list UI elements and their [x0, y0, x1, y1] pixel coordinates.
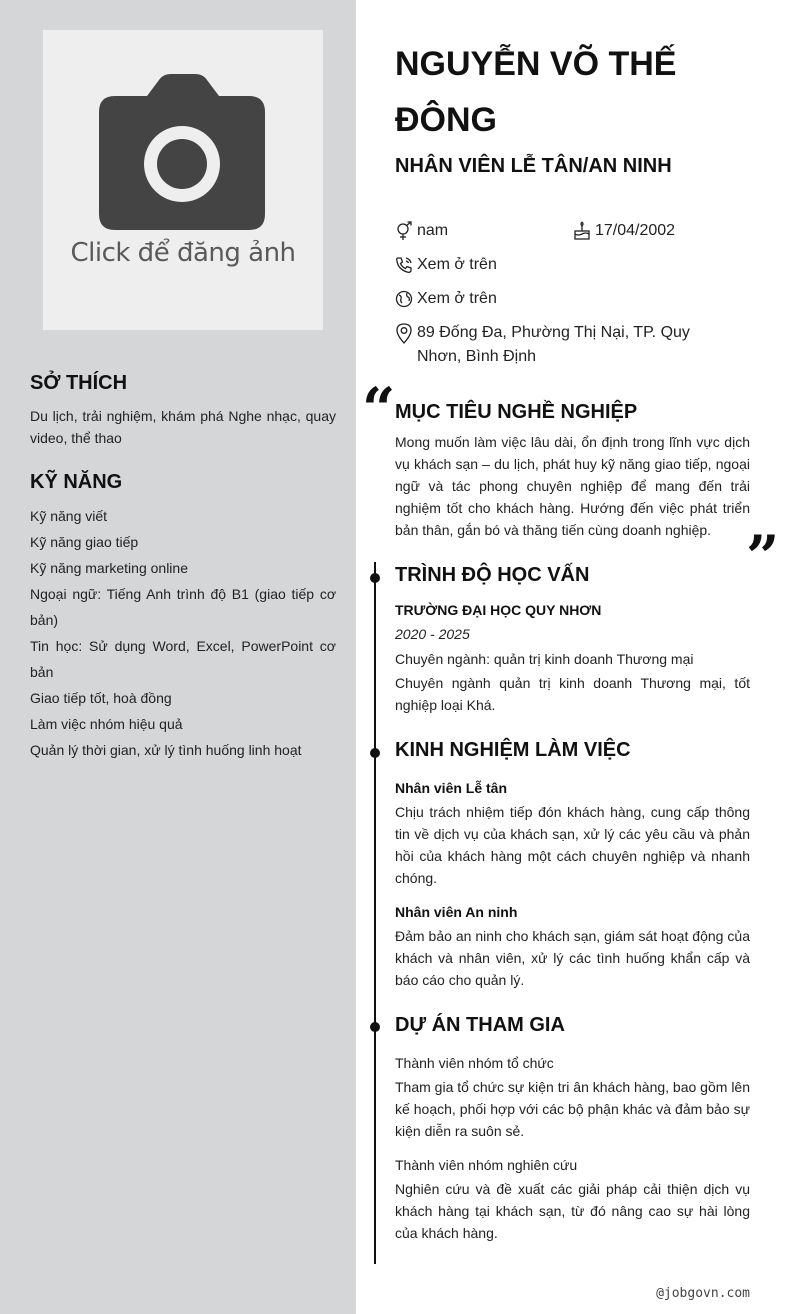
skill-item: Kỹ năng giao tiếp — [30, 534, 139, 550]
watermark: @jobgovn.com — [656, 1286, 750, 1301]
photo-upload[interactable] — [43, 30, 323, 330]
experience-role: Nhân viên Lễ tân — [395, 780, 508, 796]
objective-text: Mong muốn làm việc lâu dài, ổn định trong lĩnh vực dịch vụ khách sạn – du lịch, phát huy kỹ năng giao tiếp, ngoại ngữ và tác phong chuyên nghiệp để mang đến trải nghiệm tốt cho khách hàng. Hướng đến việc phát triển bản thân, gắn bó và thăng tiến cùng doanh nghiệp. — [395, 434, 750, 538]
website-value: Xem ở trên — [417, 290, 497, 307]
location-pin-icon — [395, 321, 415, 345]
camera-icon — [99, 74, 267, 232]
birthday-value: 17/04/2002 — [595, 222, 676, 239]
timeline-dot — [370, 1022, 380, 1032]
skill-item: Làm việc nhóm hiệu quả — [30, 716, 183, 732]
experience-title: KINH NGHIỆM LÀM VIỆC — [395, 739, 631, 761]
photo-upload-label: Click để đăng ảnh — [70, 238, 296, 268]
skill-item: Tin học: Sử dụng Word, Excel, PowerPoint cơ bản — [30, 638, 336, 680]
skill-item: Kỹ năng viết — [30, 508, 108, 524]
sidebar — [0, 0, 356, 1314]
education-school: TRƯỜNG ĐẠI HỌC QUY NHƠN — [395, 602, 602, 618]
candidate-name: NGUYỄN VÕ THẾ ĐÔNG — [395, 45, 677, 139]
gender-icon — [395, 219, 415, 243]
timeline-line — [374, 562, 376, 1264]
project-role: Thành viên nhóm nghiên cứu — [395, 1157, 578, 1173]
project-description: Tham gia tổ chức sự kiện tri ân khách hàng, bao gồm lên kế hoạch, phối hợp với các bộ phận khác và đảm bảo sự kiện diễn ra suôn sẻ. — [395, 1079, 750, 1139]
objective-title: MỤC TIÊU NGHỀ NGHIỆP — [395, 401, 638, 423]
address-row — [395, 321, 750, 369]
open-quote-icon: “ — [362, 375, 396, 443]
birthday-row — [573, 219, 675, 243]
gender-row — [395, 219, 448, 243]
phone-icon — [395, 253, 415, 277]
skill-item: Ngoại ngữ: Tiếng Anh trình độ B1 (giao tiếp cơ bản) — [30, 586, 336, 628]
timeline-dot — [370, 573, 380, 583]
skill-item: Quản lý thời gian, xử lý tình huống linh hoạt — [30, 742, 302, 758]
education-detail: Chuyên ngành quản trị kinh doanh Thương mại, tốt nghiệp loại Khá. — [395, 675, 750, 713]
education-major: Chuyên ngành: quản trị kinh doanh Thương mại — [395, 651, 694, 667]
candidate-position: NHÂN VIÊN LỄ TÂN/AN NINH — [395, 155, 672, 177]
phone-value: Xem ở trên — [417, 256, 497, 273]
project-role: Thành viên nhóm tổ chức — [395, 1055, 554, 1071]
close-quote-icon: ” — [746, 523, 780, 591]
hobbies-text: Du lịch, trải nghiệm, khám phá Nghe nhạc, quay video, thể thao — [30, 408, 336, 446]
address-value: 89 Đống Đa, Phường Thị Nại, TP. Quy Nhơn, Bình Định — [417, 324, 690, 365]
projects-title: DỰ ÁN THAM GIA — [395, 1014, 565, 1036]
hobbies-title: SỞ THÍCH — [30, 372, 128, 394]
skills-list — [30, 503, 336, 763]
experience-description: Đảm bảo an ninh cho khách sạn, giám sát hoạt động của khách và nhân viên, xử lý các tình huống khẩn cấp và báo cáo cho quản lý. — [395, 928, 750, 988]
skill-item: Giao tiếp tốt, hoà đồng — [30, 690, 172, 706]
website-row[interactable] — [395, 287, 497, 311]
skills-section — [30, 471, 336, 763]
skill-item: Kỹ năng marketing online — [30, 560, 188, 576]
timeline-dot — [370, 748, 380, 758]
education-period: 2020 - 2025 — [395, 626, 470, 642]
globe-icon — [395, 287, 415, 311]
education-title: TRÌNH ĐỘ HỌC VẤN — [395, 564, 590, 586]
birthday-cake-icon — [573, 219, 593, 243]
experience-role: Nhân viên An ninh — [395, 904, 518, 920]
gender-value: nam — [417, 222, 449, 239]
skills-title: KỸ NĂNG — [30, 471, 123, 493]
hobbies-section — [30, 372, 336, 449]
phone-row[interactable] — [395, 253, 497, 277]
experience-description: Chịu trách nhiệm tiếp đón khách hàng, cung cấp thông tin về dịch vụ của khách sạn, xử lý các yêu cầu và phản hồi của khách hàng một cách chuyên nghiệp và nhanh chóng. — [395, 804, 750, 886]
project-description: Nghiên cứu và đề xuất các giải pháp cải thiện dịch vụ khách hàng tại khách sạn, từ đó nâng cao sự hài lòng của khách hàng. — [395, 1181, 750, 1241]
